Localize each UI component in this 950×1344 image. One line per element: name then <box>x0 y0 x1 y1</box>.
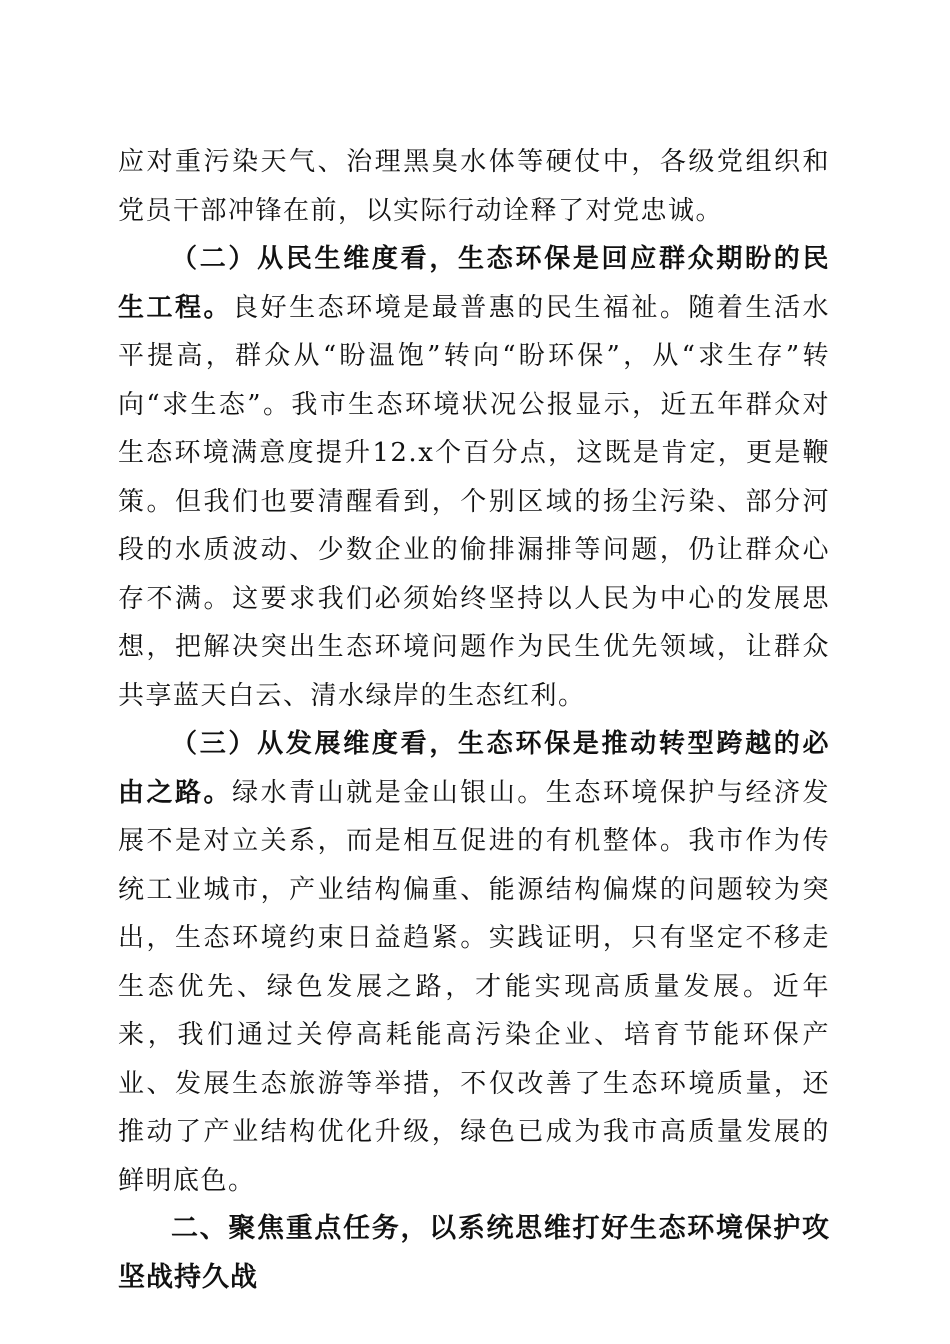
paragraph-development <box>118 720 830 1205</box>
paragraph-text: 绿水青山就是金山银山。生态环境保护与经济发展不是对立关系，而是相互促进的有机整体。我市作为传统工业城市，产业结构偏重、能源结构偏煤的问题较为突出，生态环境约束日益趋紧。实践证明，只有坚定不移走生态优先、绿色发展之路，才能实现高质量发展。近年来，我们通过关停高耗能高污染企业、培育节能环保产业、发展生态旅游等举措，不仅改善了生态环境质量，还推动了产业结构优化升级，绿色已成为我市高质量发展的鲜明底色。 <box>118 777 830 1196</box>
section-heading: 二、聚焦重点任务，以系统思维打好生态环境保护攻坚战持久战 <box>118 1213 830 1293</box>
paragraph-text: 应对重污染天气、治理黑臭水体等硬仗中，各级党组织和党员干部冲锋在前，以实际行动诠释了对党忠诚。 <box>118 147 830 226</box>
paragraph-continued <box>118 138 830 235</box>
document-body <box>118 138 830 1302</box>
subsection-heading: （三）从发展维度看，生态环保是推动转型跨越的必由之路。 <box>118 729 830 808</box>
subsection-heading: （二）从民生维度看，生态环保是回应群众期盼的民生工程。 <box>118 244 830 323</box>
paragraph-text: 良好生态环境是最普惠的民生福祉。随着生活水平提高，群众从“盼温饱”转向“盼环保”，从“求生存”转向“求生态”。我市生态环境状况公报显示，近五年群众对生态环境满意度提升12.x个百分点，这既是肯定，更是鞭策。但我们也要清醒看到，个别区域的扬尘污染、部分河段的水质波动、少数企业的偷排漏排等问题，仍让群众心存不满。这要求我们必须始终坚持以人民为中心的发展思想，把解决突出生态环境问题作为民生优先领域，让群众共享蓝天白云、清水绿岸的生态红利。 <box>118 292 830 711</box>
paragraph-livelihood <box>118 235 830 720</box>
